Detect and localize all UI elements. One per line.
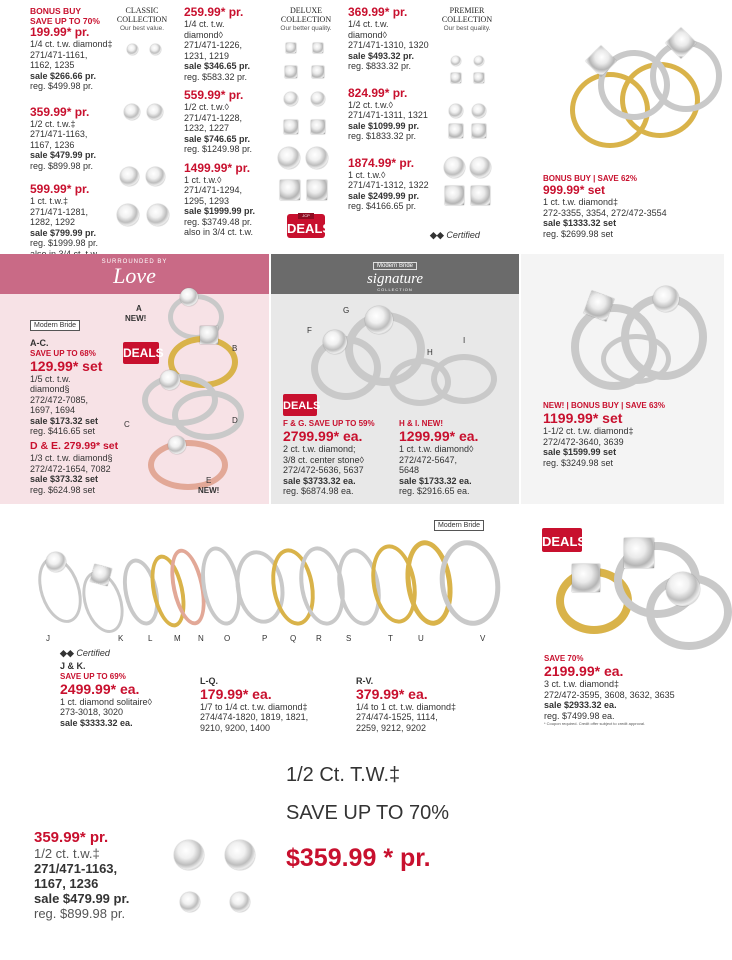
diamond-stud-icon <box>449 104 463 118</box>
diamond-stud-icon <box>472 104 486 118</box>
ring-image <box>431 354 497 404</box>
price: 1499.99* pr. <box>184 160 251 175</box>
sale-price: sale $1999.99 pr. <box>184 206 256 216</box>
diamond-stud-icon <box>278 147 300 169</box>
princess-stud-icon <box>449 124 463 138</box>
save-label: SAVE UP TO 68% <box>30 348 96 358</box>
certified-logo <box>60 648 110 659</box>
sku: 271/471-1163, <box>34 861 118 876</box>
princess-stud-icon <box>312 66 324 78</box>
header-line: COLLECTION <box>280 14 332 24</box>
right-set-text <box>543 401 723 468</box>
sale-price: sale $346.65 pr. <box>184 61 251 71</box>
sale-price: sale $1599.99 set <box>543 447 617 457</box>
diamond-stud-icon <box>147 204 169 226</box>
sale-price: sale $799.99 pr. <box>30 227 97 238</box>
reg-price: reg. $899.98 pr. <box>30 160 94 171</box>
header-line: CLASSIC <box>125 6 159 15</box>
classic-collection-header <box>112 7 172 34</box>
fine-print: * Coupon required. Credit offer subject to credit approval. <box>544 721 646 726</box>
rv-text <box>356 676 506 733</box>
right-band-text <box>544 654 724 727</box>
diamond-stud-icon <box>230 892 250 912</box>
group-label: L-Q. <box>200 676 218 686</box>
sku: 272/472-5647, <box>399 454 458 465</box>
detail: 1-1/2 ct. t.w. diamond‡ <box>543 426 634 436</box>
sku: 1167, 1236 <box>30 139 75 150</box>
sku: 271/471-1226, <box>184 40 243 50</box>
price: 369.99* pr. <box>348 5 408 19</box>
price: 1199.99* set <box>543 410 623 426</box>
jk-text <box>60 661 190 728</box>
premier-collection-text <box>348 6 448 212</box>
fg-text <box>283 419 403 497</box>
deals-tag: JCP <box>298 213 314 219</box>
certified-logo <box>430 230 480 241</box>
item-letter: G <box>343 306 350 315</box>
reg-price: reg. $416.65 set <box>30 426 96 436</box>
sku: 1282, 1292 <box>30 217 76 227</box>
three-carat-set-panel <box>534 508 724 730</box>
reg-price: reg. $899.98 pr. <box>34 906 126 921</box>
diamond-stud-icon <box>306 147 328 169</box>
reg-price: reg. $2916.65 ea. <box>399 486 470 496</box>
sku: 271/471-1310, 1320 <box>348 40 429 50</box>
sale-price: sale $1099.99 pr. <box>348 120 420 131</box>
also-note: also in 3/4 ct. t.w. <box>184 227 254 237</box>
classic-collection-text <box>30 6 120 259</box>
deluxe-collection-text <box>184 6 274 238</box>
group-label: H & I. NEW! <box>399 419 443 428</box>
detail: 1/4 to 1 ct. t.w. diamond‡ <box>356 701 457 712</box>
item-letter: I <box>463 336 466 345</box>
item-letter: A <box>136 304 142 313</box>
diamond-stud-icon <box>451 56 461 66</box>
diamond-stud-icon <box>225 840 255 870</box>
reg-price: reg. $583.32 pr. <box>184 71 248 82</box>
sku: 272/472-7085, <box>30 394 89 405</box>
detail: 1/4 ct. t.w. <box>184 19 225 29</box>
sale-price: sale $2933.32 ea. <box>544 700 617 710</box>
banner-script: signature <box>366 271 424 287</box>
detail: diamond§ <box>30 384 70 394</box>
top-earrings-section <box>0 0 724 250</box>
sale-price: sale $373.32 set <box>30 474 99 484</box>
sku: 271/471-1294, <box>184 185 243 195</box>
item-letter: C <box>124 420 130 429</box>
sku: 9210, 9200, 1400 <box>200 722 271 733</box>
detail: diamond◊ <box>184 29 223 40</box>
sku: 1162, 1235 <box>30 60 75 70</box>
sku: 1231, 1219 <box>184 50 230 61</box>
zoom-heading-price: $359.99 * pr. <box>286 844 431 872</box>
offer-label: NEW! | BONUS BUY | SAVE 63% <box>543 401 665 410</box>
sku: 274/474-1820, 1819, 1821, <box>200 712 309 722</box>
detail: 1/3 ct. t.w. diamond§ <box>30 453 113 463</box>
deluxe-collection-header <box>270 7 342 34</box>
sale-price: sale $3733.32 ea. <box>283 475 356 486</box>
price: 259.99* pr. <box>184 5 244 19</box>
sku: 272/472-3640, 3639 <box>543 436 624 447</box>
ac-text <box>30 338 130 437</box>
princess-stud-icon <box>445 186 464 205</box>
reg-price: reg. $1999.98 pr. <box>30 238 99 248</box>
modern-bride-logo: Modern Bride <box>434 520 484 531</box>
signature-banner <box>271 254 519 294</box>
detail: 1 ct. t.w.‡ <box>30 196 69 206</box>
sku: 1232, 1227 <box>184 123 230 133</box>
reg-price: reg. $1249.98 pr. <box>184 144 253 154</box>
deals-text: DEALS <box>287 221 332 236</box>
brand-label: Modern Bride <box>373 262 417 270</box>
price: 359.99* pr. <box>34 829 109 846</box>
item-letter: K <box>118 634 124 643</box>
bridal-set-panel <box>521 254 724 504</box>
reg-price: reg. $499.98 pr. <box>30 81 94 91</box>
princess-stud-icon <box>285 66 297 78</box>
group-label: F & G. SAVE UP TO 59% <box>283 419 375 428</box>
bonus-set-text <box>543 174 723 239</box>
diamond-stud-icon <box>117 204 139 226</box>
deals-badge: DEALS <box>542 528 582 552</box>
detail: 1/5 ct. t.w. <box>30 373 71 384</box>
reg-price: reg. $833.32 pr. <box>348 61 412 71</box>
detail: 2 ct. t.w. diamond; <box>283 444 356 454</box>
group-label: R-V. <box>356 676 374 686</box>
sale-price: sale $1733.32 ea. <box>399 475 472 486</box>
detail: 1 ct. t.w.◊ <box>184 174 222 185</box>
sku: 271/471-1163, <box>30 129 88 139</box>
sku: 2259, 9212, 9202 <box>356 722 427 733</box>
detail: 1 ct. t.w. diamond‡ <box>543 197 619 207</box>
certified-mark-icon: ◆◆ <box>430 230 444 240</box>
zoom-heading-tw: 1/2 Ct. T.W.‡ <box>286 764 401 786</box>
reg-price: reg. $3749.48 pr. <box>184 216 253 227</box>
sale-price: sale $2499.99 pr. <box>348 190 420 201</box>
princess-stud-icon <box>474 73 484 83</box>
item-letter: R <box>316 634 322 643</box>
detail: 1/2 ct. t.w.◊ <box>184 102 229 112</box>
hi-text <box>399 419 514 497</box>
item-letter: V <box>480 634 486 643</box>
detail: 1/4 ct. t.w. <box>348 19 389 29</box>
item-letter: D <box>232 416 238 425</box>
price: 2499.99* ea. <box>60 680 140 697</box>
banner-sub: COLLECTION <box>377 287 413 292</box>
certified-mark-icon: ◆◆ <box>60 648 74 658</box>
diamond-stud-icon <box>127 44 138 55</box>
item-letter: F <box>307 326 312 335</box>
princess-stud-icon <box>286 43 296 53</box>
header-line: PREMIER <box>449 6 485 15</box>
detail: 1 ct. diamond solitaire◊ <box>60 696 152 707</box>
reg-price: reg. $624.98 set <box>30 484 96 495</box>
sku: 271/471-1312, 1322 <box>348 180 429 190</box>
detail: diamond◊ <box>348 29 387 40</box>
princess-stud-icon <box>472 124 486 138</box>
diamond-stud-icon <box>174 840 204 870</box>
item-letter: P <box>262 634 268 643</box>
signature-collection-panel <box>271 254 519 504</box>
item-letter: T <box>388 634 393 643</box>
sku: 272-3355, 3354, 272/472-3554 <box>543 207 667 218</box>
diamond-stud-icon <box>147 104 163 120</box>
ring-image <box>172 390 244 440</box>
certified-text: Certified <box>76 648 110 658</box>
detail: 1 ct. t.w. diamond◊ <box>399 444 474 454</box>
princess-stud-icon <box>313 43 323 53</box>
sale-price: sale $493.32 pr. <box>348 50 415 61</box>
item-letter: S <box>346 634 352 643</box>
sku: 273-3018, 3020 <box>60 707 124 717</box>
deals-badge: DEALS <box>123 342 159 364</box>
detail: 3 ct. t.w. diamond‡ <box>544 679 620 689</box>
price: 999.99* set <box>543 183 606 197</box>
diamond-stud-icon <box>470 157 491 178</box>
header-line: DELUXE <box>290 6 322 15</box>
price: 199.99* pr. <box>30 25 90 39</box>
price: 824.99* pr. <box>348 85 408 100</box>
sale-price: sale $479.99 pr. <box>30 150 97 160</box>
deals-badge: DEALS <box>283 394 317 416</box>
reg-price: reg. $6874.98 ea. <box>283 486 354 496</box>
header-sub: Our best quality. <box>443 25 491 32</box>
detail: 1/4 ct. t.w. diamond‡ <box>30 39 113 49</box>
reg-price: reg. $3249.98 set <box>543 457 614 468</box>
diamond-stud-icon <box>150 44 161 55</box>
diamond-stud-icon <box>474 56 484 66</box>
surrounded-by-love-panel <box>0 254 269 504</box>
group-label: J & K. <box>60 661 86 671</box>
ring-image <box>148 440 228 490</box>
reg-price: reg. $2699.98 set <box>543 228 614 239</box>
price: 129.99* set <box>30 357 103 374</box>
sku: 271/471-1281, <box>30 206 89 217</box>
detail: 1/2 ct. t.w.◊ <box>348 99 393 110</box>
princess-stud-icon <box>280 180 300 200</box>
banner-top: SURROUNDED BY <box>101 259 168 265</box>
sale-price: sale $479.99 pr. <box>34 891 130 906</box>
sale-price: sale $3333.32 ea. <box>60 717 133 728</box>
item-letter: E <box>206 476 212 485</box>
header-sub: Our better quality. <box>280 25 332 32</box>
item-letter: U <box>418 634 424 643</box>
header-line: COLLECTION <box>441 14 493 24</box>
item-letter: N <box>198 634 204 643</box>
item-letter: M <box>174 634 181 643</box>
item-letter: O <box>224 634 231 643</box>
princess-stud-icon <box>307 180 327 200</box>
diamond-stud-icon <box>124 104 140 120</box>
diamond-stud-icon <box>146 167 165 186</box>
price: 179.99* ea. <box>200 685 272 702</box>
sku: 272/472-1654, 7082 <box>30 463 111 474</box>
sku: 272/472-3595, 3608, 3632, 3635 <box>544 689 675 700</box>
de-text <box>30 440 150 495</box>
new-badge: NEW! <box>198 486 220 495</box>
sku: 271/471-1311, 1321 <box>348 110 428 120</box>
offer-label: BONUS BUY | SAVE 62% <box>543 174 637 183</box>
premier-collection-header <box>432 7 502 34</box>
reg-price: reg. $7499.98 ea. <box>544 710 615 721</box>
group-label: A-C. <box>30 338 49 348</box>
header-sub: Our best value. <box>119 25 165 32</box>
sale-price: sale $746.65 pr. <box>184 133 251 144</box>
sku: 274/474-1525, 1114, <box>356 712 438 722</box>
detail: 1/2 ct. t.w.‡ <box>34 846 100 861</box>
detail: 1/2 ct. t.w.‡ <box>30 118 76 129</box>
price: 359.99* pr. <box>30 104 90 119</box>
princess-stud-icon <box>284 120 298 134</box>
wedding-bands-panel <box>0 508 530 733</box>
price: 559.99* pr. <box>184 88 244 102</box>
save-label: SAVE UP TO 69% <box>60 671 126 681</box>
zoom-offer-text <box>34 830 174 921</box>
detail: 1/7 to 1/4 ct. t.w. diamond‡ <box>200 701 308 712</box>
ring-image <box>601 334 671 384</box>
modern-bride-logo: Modern Bride <box>30 320 80 331</box>
reg-price: reg. $4166.65 pr. <box>348 201 417 211</box>
sale-price: sale $1333.32 set <box>543 218 617 228</box>
bridal-set-image <box>560 22 724 152</box>
sku: 271/471-1228, <box>184 112 243 123</box>
zoomed-offer-section <box>0 734 724 960</box>
princess-stud-icon <box>311 120 325 134</box>
detail: 1 ct. t.w.◊ <box>348 169 386 180</box>
sku: 1167, 1236 <box>34 876 99 891</box>
certified-text: Certified <box>446 230 480 240</box>
love-banner <box>0 254 269 294</box>
sale-price: sale $266.66 pr. <box>30 70 97 81</box>
bonus-buy-label: BONUS BUY <box>30 6 82 16</box>
diamond-stud-icon <box>444 157 465 178</box>
sku: 5648 <box>399 465 420 475</box>
item-letter: L <box>148 634 153 643</box>
price: 599.99* pr. <box>30 182 90 196</box>
price: 379.99* ea. <box>356 685 428 702</box>
save-label: SAVE 70% <box>544 654 584 663</box>
price: 1874.99* pr. <box>348 155 415 170</box>
price: 1299.99* ea. <box>399 428 479 444</box>
header-line: COLLECTION <box>116 14 168 24</box>
item-letter: Q <box>290 634 297 643</box>
diamond-stud-icon <box>311 92 325 106</box>
detail: 3/8 ct. center stone◊ <box>283 454 364 465</box>
item-letter: J <box>46 634 50 643</box>
item-letter: H <box>427 348 433 357</box>
sku: 1697, 1694 <box>30 405 76 415</box>
sale-price: sale $173.32 set <box>30 415 99 426</box>
item-letter: B <box>232 344 238 353</box>
zoom-heading-save: SAVE UP TO 70% <box>286 802 450 824</box>
diamond-stud-icon <box>284 92 298 106</box>
price: 2199.99* ea. <box>544 663 624 679</box>
sku: 271/471-1161, <box>30 49 88 60</box>
price: 2799.99* ea. <box>283 428 363 444</box>
reg-price: reg. $1833.32 pr. <box>348 131 417 141</box>
sku: 272/472-5636, 5637 <box>283 465 364 475</box>
princess-stud-icon <box>451 73 461 83</box>
sku: 1295, 1293 <box>184 195 230 206</box>
banner-script: Love <box>113 263 156 288</box>
new-badge: NEW! <box>125 314 147 323</box>
lq-text <box>200 676 350 733</box>
princess-stud-icon <box>471 186 490 205</box>
diamond-stud-icon <box>180 892 200 912</box>
price: D & E. 279.99* set <box>30 440 119 452</box>
save-label: SAVE UP TO 70% <box>30 16 100 26</box>
diamond-stud-icon <box>120 167 139 186</box>
